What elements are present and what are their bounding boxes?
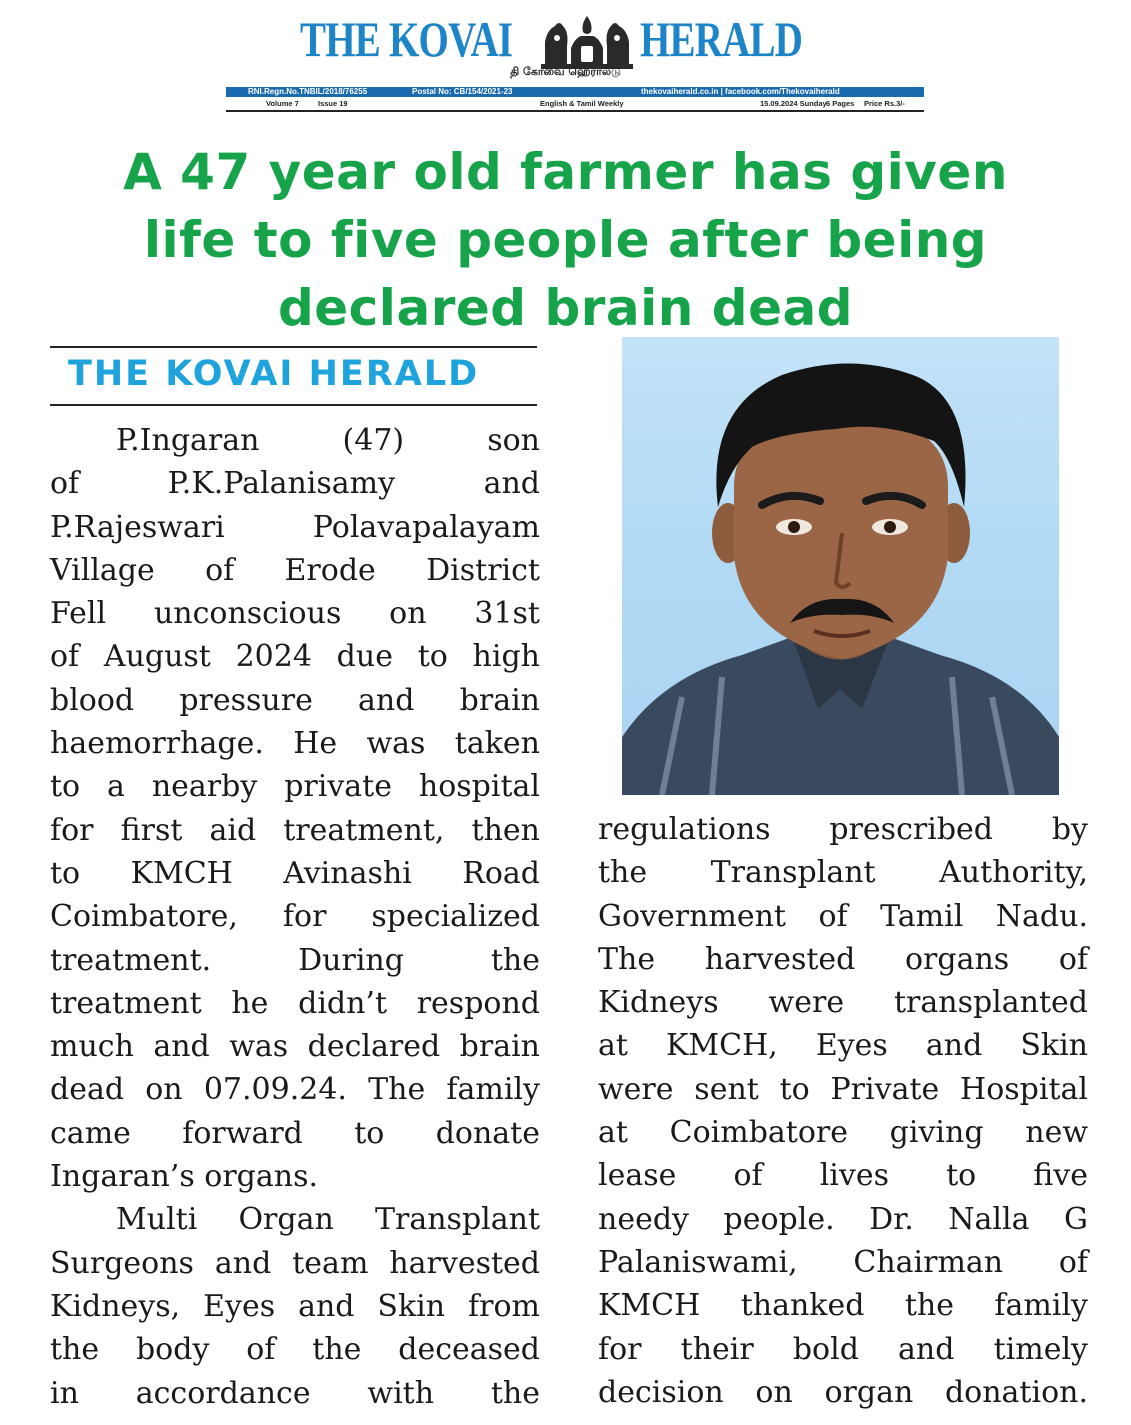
issue-label: Issue 19 [318, 99, 348, 108]
article-line: came forward to donate [50, 1115, 540, 1151]
article-line: decision on organ donation. [598, 1374, 1088, 1410]
article-line: dead on 07.09.24. The family [50, 1072, 540, 1108]
headline-line: A 47 year old farmer has given [123, 143, 1008, 201]
article-line: the body of the deceased [50, 1332, 540, 1368]
headline-line: life to five people after being [143, 211, 988, 269]
article-line: blood pressure and brain [50, 682, 540, 718]
article-line: to a nearby private hospital [50, 769, 540, 805]
byline: THE KOVAI HERALD [68, 354, 480, 394]
article-line: The harvested organs of [598, 941, 1088, 977]
article-line: Multi Organ Transplant [116, 1202, 540, 1238]
headline-line: declared brain dead [277, 279, 854, 337]
article-line: at KMCH, Eyes and Skin [598, 1028, 1088, 1064]
article-line: of P.K.Palanisamy and [50, 466, 540, 502]
masthead-title-left: THE KOVAI [300, 11, 513, 67]
article-line: KMCH thanked the family [598, 1288, 1088, 1324]
postal-number: Postal No: CB/154/2021-23 [412, 87, 513, 96]
article-line: haemorrhage. He was taken [50, 726, 540, 762]
article-line: much and was declared brain [50, 1029, 540, 1065]
article-line: for their bold and timely [598, 1331, 1088, 1367]
article-line: of August 2024 due to high [50, 639, 540, 675]
masthead-issue-row [226, 98, 924, 112]
article-line: P.Ingaran (47) son [116, 423, 540, 458]
article-column-right [598, 808, 1088, 1414]
article-line: at Coimbatore giving new [598, 1115, 1088, 1151]
masthead-title-right: HERALD [640, 11, 803, 67]
edition-label: English & Tamil Weekly [540, 99, 624, 108]
article-line: were sent to Private Hospital [598, 1071, 1088, 1107]
article-line: Fell unconscious on 31st [50, 596, 540, 632]
article-line: Ingaran’s organs. [50, 1159, 319, 1195]
article-column-left [50, 419, 540, 1415]
article-line: to KMCH Avinashi Road [50, 855, 540, 891]
article-line: Coimbatore, for specialized [50, 899, 540, 935]
masthead-info-bar [226, 87, 924, 97]
article-line: Kidneys, Eyes and Skin from [50, 1288, 540, 1324]
article-headline [20, 138, 1111, 342]
article-line: Kidneys were transplanted [598, 985, 1088, 1021]
rni-number: RNI.Regn.No.TNBIL/2018/76255 [248, 87, 368, 96]
article-line: lease of lives to five [598, 1158, 1088, 1194]
article-line: needy people. Dr. Nalla G [598, 1201, 1088, 1237]
portrait-illustration [622, 337, 1059, 795]
article-line: treatment. During the [50, 942, 540, 978]
page-count: 6 Pages [826, 99, 855, 108]
article-line: regulations prescribed by [598, 812, 1088, 847]
article-line: Government of Tamil Nadu. [598, 898, 1088, 934]
article-line: for first aid treatment, then [50, 812, 540, 848]
price-label: Price Rs.3/- [864, 99, 905, 108]
article-line: P.Rajeswari Polavapalayam [50, 509, 540, 545]
article-line: in accordance with the [50, 1375, 540, 1411]
issue-date: 15.09.2024 Sunday [760, 99, 827, 108]
website-link[interactable]: thekovaiherald.co.in | facebook.com/Thekovaiherald [641, 87, 840, 96]
byline-bar [50, 346, 537, 406]
article-line: Palaniswami, Chairman of [598, 1244, 1088, 1280]
article-line: Surgeons and team harvested [50, 1245, 540, 1281]
masthead [0, 8, 1131, 78]
article-line: treatment he didn’t respond [50, 985, 540, 1021]
article-line: the Transplant Authority, [598, 855, 1088, 891]
volume-label: Volume 7 [266, 99, 299, 108]
masthead-tamil-name: தி கோவை ஹெரால்டு [510, 65, 621, 78]
article-line: Village of Erode District [50, 552, 540, 588]
portrait-photo [622, 337, 1059, 795]
temple-emblem-icon [537, 12, 637, 70]
